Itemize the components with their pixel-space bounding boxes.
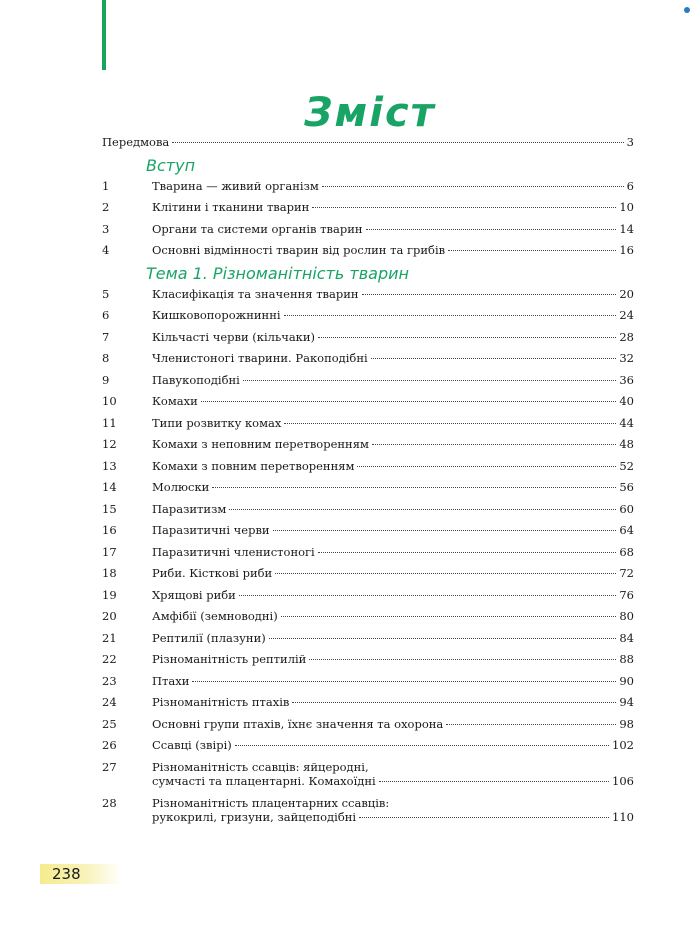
toc-entry-number: 2 xyxy=(102,200,110,214)
toc-entry-page: 110 xyxy=(612,809,634,824)
leader-dots xyxy=(239,595,617,596)
toc-entry-number: 5 xyxy=(102,286,110,301)
toc-entry-number: 19 xyxy=(102,587,117,602)
toc-entry-title: Різноманітність птахів xyxy=(152,695,290,709)
toc-entry-page: 94 xyxy=(619,695,634,709)
leader-dots xyxy=(201,401,617,402)
leader-dots xyxy=(309,659,616,660)
toc-entry[interactable] xyxy=(102,392,634,414)
toc-entry[interactable] xyxy=(102,586,634,608)
section-heading: Тема 1. Різноманітність тварин xyxy=(146,263,409,283)
toc-entry-preface[interactable] xyxy=(102,133,634,155)
leader-dots xyxy=(275,573,616,574)
toc-entry-title-line2: рукокрилі, гризуни, зайцеподібні xyxy=(152,809,357,824)
toc-entry[interactable] xyxy=(102,693,634,715)
toc-entry-number: 18 xyxy=(102,566,117,580)
toc-entry[interactable] xyxy=(102,414,634,436)
leader-dots xyxy=(172,142,623,143)
toc-entry-title: Кишковопорожнинні xyxy=(152,308,281,322)
toc-entry-title: Членистоногі тварини. Ракоподібні xyxy=(152,351,368,365)
toc-entry-number: 21 xyxy=(102,630,117,645)
leader-dots xyxy=(372,444,616,445)
toc-entry-title: Павукоподібні xyxy=(152,372,240,387)
toc-entry[interactable] xyxy=(102,349,634,371)
toc-entry-number: 12 xyxy=(102,437,117,451)
toc-entry-number: 8 xyxy=(102,351,110,365)
leader-dots xyxy=(269,638,617,639)
leader-dots xyxy=(318,552,617,553)
toc-entry-title: Кільчасті черви (кільчаки) xyxy=(152,329,316,344)
toc-entry-title: Основні відмінності тварин від рослин та грибів xyxy=(152,243,446,257)
toc-entry[interactable] xyxy=(102,500,634,522)
toc-entry-page: 14 xyxy=(619,221,634,236)
toc-entry-page: 20 xyxy=(619,286,634,301)
toc-entry-title: Різноманітність рептилій xyxy=(152,652,307,666)
toc-entry[interactable] xyxy=(102,457,634,479)
toc-entry-number: 22 xyxy=(102,652,117,666)
toc-entry-number: 17 xyxy=(102,544,117,559)
toc-entry-title: Комахи xyxy=(152,394,198,408)
toc-entry-title: Органи та системи органів тварин xyxy=(152,221,363,236)
page-number: 238 xyxy=(40,864,122,884)
leader-dots xyxy=(281,616,617,617)
toc-entry-page: 24 xyxy=(619,308,634,322)
leader-dots xyxy=(312,207,616,208)
toc-entry-page: 32 xyxy=(619,351,634,365)
toc-entry-page: 84 xyxy=(619,630,634,645)
toc-entry[interactable] xyxy=(102,607,634,629)
toc-entry-title: Класифікація та значення тварин xyxy=(152,286,359,301)
toc-entry-number: 9 xyxy=(102,372,110,387)
toc-entry-page: 76 xyxy=(619,587,634,602)
toc-entry-multiline[interactable] xyxy=(102,794,634,830)
leader-dots xyxy=(357,466,616,467)
toc-entry[interactable] xyxy=(102,478,634,500)
toc-entry-page: 36 xyxy=(619,372,634,387)
toc-entry-title: Хрящові риби xyxy=(152,587,236,602)
toc-entry-page: 10 xyxy=(619,200,634,214)
toc-entry-number: 23 xyxy=(102,673,117,688)
toc-entry[interactable] xyxy=(102,285,634,307)
toc-entry[interactable] xyxy=(102,736,634,758)
toc-entry[interactable] xyxy=(102,177,634,199)
toc-entry-page: 3 xyxy=(626,135,634,149)
toc-entry-title: Рептилії (плазуни) xyxy=(152,630,266,645)
toc-entry-number: 27 xyxy=(102,759,117,774)
toc-entry-title: Типи розвитку комах xyxy=(152,415,282,430)
leader-dots xyxy=(322,186,624,187)
toc-entry-title: Паразитичні членистоногі xyxy=(152,544,315,559)
toc-entry-page: 56 xyxy=(619,480,634,494)
corner-logo-icon xyxy=(684,6,692,13)
toc-entry-number: 6 xyxy=(102,308,110,322)
leader-dots xyxy=(446,724,616,725)
toc-entry-number: 4 xyxy=(102,243,110,257)
green-margin-bar xyxy=(102,0,106,70)
leader-dots xyxy=(359,817,609,818)
toc-entry-title: Комахи з повним перетворенням xyxy=(152,458,355,473)
section-heading: Вступ xyxy=(146,155,196,175)
toc-entry-number: 24 xyxy=(102,695,117,709)
toc-entry-page: 102 xyxy=(612,738,634,752)
toc-entry-number: 3 xyxy=(102,221,110,236)
toc-entry-page: 98 xyxy=(619,716,634,731)
toc-entry[interactable] xyxy=(102,629,634,651)
toc-entry[interactable] xyxy=(102,435,634,457)
toc-entry[interactable] xyxy=(102,241,634,263)
toc-entry-page: 80 xyxy=(619,609,634,623)
toc-entry-page: 44 xyxy=(619,415,634,430)
toc-entry[interactable] xyxy=(102,371,634,393)
toc-entry[interactable] xyxy=(102,328,634,350)
toc-entry-title: Риби. Кісткові риби xyxy=(152,566,273,580)
toc-entry-title-line1: Різноманітність ссавців: яйцеродні, xyxy=(152,759,369,774)
toc-entry-number: 25 xyxy=(102,716,117,731)
toc-entry-number: 10 xyxy=(102,394,117,408)
toc-sections xyxy=(102,155,634,830)
toc-entry-page: 40 xyxy=(619,394,634,408)
toc-entry-title-line2: сумчасті та плацентарні. Комахоїдні xyxy=(152,773,376,788)
toc-entry[interactable] xyxy=(102,715,634,737)
toc-entry-title: Амфібії (земноводні) xyxy=(152,609,278,623)
toc-entry-body xyxy=(152,760,634,788)
toc-entry-page: 90 xyxy=(619,673,634,688)
toc-entry-page: 88 xyxy=(619,652,634,666)
toc-entry-page: 28 xyxy=(619,329,634,344)
toc-entry-body xyxy=(152,796,634,824)
leader-dots xyxy=(284,423,616,424)
leader-dots xyxy=(366,229,617,230)
toc-entry-page: 16 xyxy=(619,243,634,257)
toc-entry[interactable] xyxy=(102,672,634,694)
toc-entry-number: 1 xyxy=(102,178,110,193)
toc-entry-page: 48 xyxy=(619,437,634,451)
toc-entry-page: 106 xyxy=(612,773,634,788)
toc-entry-title: Клітини і тканини тварин xyxy=(152,200,310,214)
toc-entry-title: Ссавці (звірі) xyxy=(152,738,232,752)
leader-dots xyxy=(212,487,616,488)
toc-entry-title: Передмова xyxy=(102,135,170,149)
toc-entry-page: 68 xyxy=(619,544,634,559)
toc-entry-title: Паразитичні черви xyxy=(152,523,270,537)
toc-entry[interactable] xyxy=(102,543,634,565)
toc-entry-page: 52 xyxy=(619,458,634,473)
toc-entry-number: 20 xyxy=(102,609,117,623)
toc-entry-title: Тварина — живий організм xyxy=(152,178,319,193)
toc-entry[interactable] xyxy=(102,564,634,586)
toc-entry-number: 16 xyxy=(102,523,117,537)
toc-entry-title: Основні групи птахів, їхнє значення та охорона xyxy=(152,716,444,731)
toc-entry[interactable] xyxy=(102,220,634,242)
leader-dots xyxy=(235,745,609,746)
toc-entry-line2 xyxy=(152,810,634,824)
toc-entry-number: 13 xyxy=(102,458,117,473)
toc-entry[interactable] xyxy=(102,650,634,672)
leader-dots xyxy=(273,530,617,531)
toc-entry-number: 26 xyxy=(102,738,117,752)
toc-entry-number: 28 xyxy=(102,795,117,810)
leader-dots xyxy=(243,380,617,381)
toc-entry[interactable] xyxy=(102,521,634,543)
leader-dots xyxy=(292,702,616,703)
toc-entry-title: Паразитизм xyxy=(152,501,227,516)
leader-dots xyxy=(371,358,617,359)
toc-entry-number: 7 xyxy=(102,329,110,344)
leader-dots xyxy=(284,315,617,316)
toc-entry-number: 14 xyxy=(102,480,117,494)
toc-entry-page: 6 xyxy=(626,178,634,193)
toc-entry-title-line1: Різноманітність плацентарних ссавців: xyxy=(152,795,390,810)
toc-entry-line2 xyxy=(152,774,634,788)
toc-entry[interactable] xyxy=(102,306,634,328)
toc-entry-title: Комахи з неповним перетворенням xyxy=(152,437,369,451)
leader-dots xyxy=(379,781,609,782)
toc-entry-number: 15 xyxy=(102,501,117,516)
toc-entry-multiline[interactable] xyxy=(102,758,634,794)
toc-entry-title: Молюски xyxy=(152,480,210,494)
toc-entry-number: 11 xyxy=(102,415,117,430)
leader-dots xyxy=(362,294,617,295)
table-of-contents xyxy=(102,133,634,830)
leader-dots xyxy=(192,681,616,682)
toc-entry-page: 72 xyxy=(619,566,634,580)
toc-entry-page: 64 xyxy=(619,523,634,537)
toc-entry-title: Птахи xyxy=(152,673,190,688)
leader-dots xyxy=(318,337,616,338)
page-title: Зміст xyxy=(304,90,436,136)
toc-entry-page: 60 xyxy=(619,501,634,516)
leader-dots xyxy=(229,509,616,510)
toc-entry[interactable] xyxy=(102,198,634,220)
leader-dots xyxy=(448,250,616,251)
